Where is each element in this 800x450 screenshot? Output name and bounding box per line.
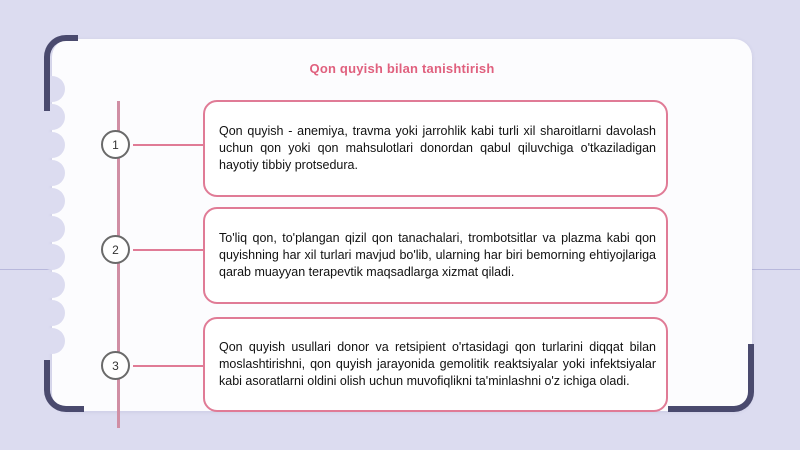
step-number-1: 1 <box>101 130 130 159</box>
step-box-3 <box>203 317 668 412</box>
step-connector <box>133 365 203 367</box>
card-notch <box>39 160 65 186</box>
step-text-1: Qon quyish - anemiya, travma yoki jarrohlik kabi turli xil sharoitlarni davolash uchun qon yoki qon mahsulotlari donordan qabul qiluvchiga o'tkaziladigan hayotiy tibbiy protsedura. <box>219 124 656 172</box>
step-text-3: Qon quyish usullari donor va retsipient o'rtasidagi qon turlarini diqqat bilan moslashtirishni, qon quyish jarayonida gemolitik reaktsiyalar yoki infektsiyalar kabi asoratlarni oldini olish uchun muvofiqlikni ta'minlashni o'z ichiga oladi. <box>219 340 656 388</box>
card-notch <box>39 188 65 214</box>
frame-corner-bottom-right <box>668 344 754 412</box>
step-connector <box>133 144 203 146</box>
card-notch <box>39 300 65 326</box>
card-notch <box>39 244 65 270</box>
step-box-2 <box>203 207 668 304</box>
frame-corner-bottom-left <box>44 360 84 412</box>
card-notch <box>39 216 65 242</box>
card-notch <box>39 272 65 298</box>
step-number-3: 3 <box>101 351 130 380</box>
card-notch <box>39 132 65 158</box>
step-connector <box>133 249 203 251</box>
step-number-2: 2 <box>101 235 130 264</box>
slide-title: Qon quyish bilan tanishtirish <box>309 61 495 76</box>
card-notch <box>39 328 65 354</box>
step-text-2: To'liq qon, to'plangan qizil qon tanachalari, trombotsitlar va plazma kabi qon quyishning har xil turlari mavjud bo'lib, ularning har biri bemorning ehtiyojlariga qarab muayyan terapevtik maqsadlarga xizmat qiladi. <box>219 231 656 279</box>
step-box-1 <box>203 100 668 197</box>
